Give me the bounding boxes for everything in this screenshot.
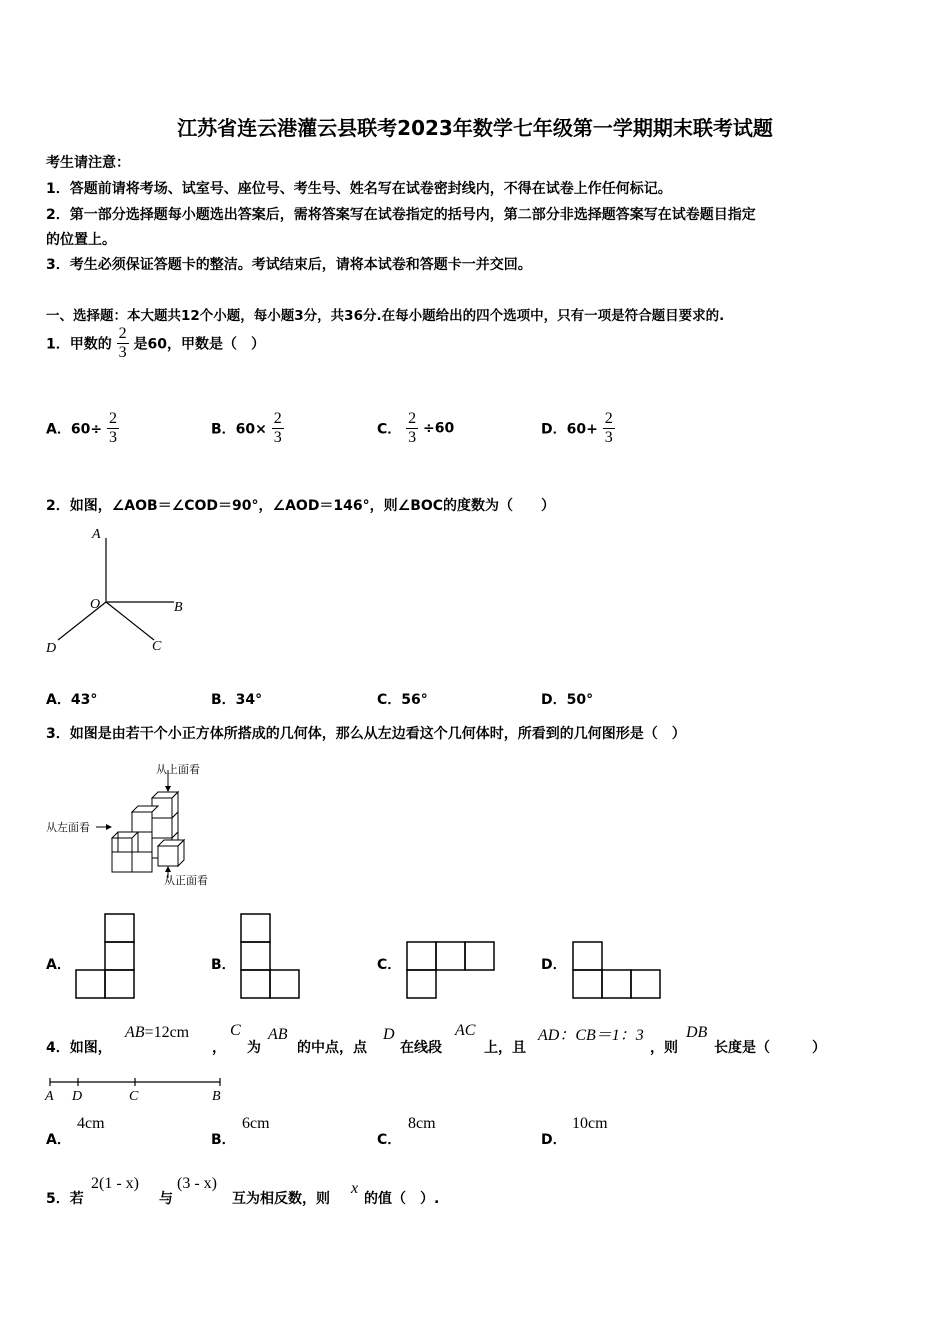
label-c: C xyxy=(152,639,162,654)
cube xyxy=(132,812,152,832)
q1-prefix: 1．甲数的 xyxy=(46,336,112,353)
q4-option-c-label: C． xyxy=(377,1132,402,1148)
q4-text-zai: 在线段 xyxy=(400,1040,442,1056)
q2-option-c: C．56° xyxy=(377,692,428,708)
q2-option-d: D．50° xyxy=(541,692,594,708)
section-heading: 一、选择题：本大题共12个小题，每小题3分，共36分.在每小题给出的四个选项中，只有一项是符合题目要求的. xyxy=(46,308,725,324)
q4-seg-ac: AC xyxy=(455,1022,476,1039)
q5-var-x: x xyxy=(351,1180,359,1197)
q3-option-b-shape xyxy=(240,912,302,1002)
q4-point-d: D xyxy=(383,1026,395,1043)
ray-oc xyxy=(106,602,154,640)
q1-option-a: A．60÷ $\frac{2}{3}$ xyxy=(46,410,117,446)
label-left-view: 从左面看 xyxy=(46,822,90,834)
q4-seg-db: DB xyxy=(686,1024,708,1041)
label-a: A xyxy=(45,1089,54,1104)
segment-figure xyxy=(44,1072,230,1104)
label-d: D xyxy=(72,1089,83,1104)
q5-prefix: 5．若 xyxy=(46,1191,84,1207)
q5-suffix: 的值（ ）. xyxy=(364,1191,440,1207)
q5-text-mid: 互为相反数，则 xyxy=(232,1191,330,1207)
q4-ab-length: AB=12cm xyxy=(125,1024,190,1041)
q4-text-ze: ，则 xyxy=(650,1040,678,1056)
q3-option-c-shape xyxy=(406,940,498,1002)
label-b: B xyxy=(212,1089,221,1104)
label-c: C xyxy=(129,1089,139,1104)
q3-option-d-shape xyxy=(572,940,664,1002)
q5-expr2: (3 - x) xyxy=(177,1175,217,1192)
q4-text-wei: 为 xyxy=(247,1040,261,1056)
label-front-view: 从正面看 xyxy=(164,875,208,887)
arrow-head xyxy=(165,866,171,872)
label-d: D xyxy=(46,641,57,656)
notice-item-2: 2．第一部分选择题每小题选出答案后，需将答案写在试卷指定的括号内，第二部分非选择题答案写在试卷题目指定 xyxy=(46,207,756,223)
arrow-head xyxy=(106,824,112,830)
label-o: O xyxy=(90,597,101,612)
q4-option-b-value: 6cm xyxy=(242,1115,270,1132)
q2-option-a: A．43° xyxy=(46,692,98,708)
q4-text-len: 长度是（ ） xyxy=(714,1040,826,1056)
notice-item-3: 3．考生必须保证答题卡的整洁。考试结束后，请将本试卷和答题卡一并交回。 xyxy=(46,257,532,273)
question-3: 3．如图是由若干个小正方体所搭成的几何体，那么从左边看这个几何体时，所看到的几何图形是（ ） xyxy=(46,726,686,742)
q2-option-b: B．34° xyxy=(211,692,263,708)
q4-point-c: C xyxy=(230,1022,241,1039)
q5-text-yu: 与 xyxy=(159,1191,173,1207)
angle-figure xyxy=(40,520,200,660)
notice-item-2-cont: 的位置上。 xyxy=(46,232,116,248)
q1-suffix: 是60，甲数是（ ） xyxy=(133,336,265,353)
q3-option-c-label: C． xyxy=(377,957,402,973)
q4-prefix: 4．如图， xyxy=(46,1040,112,1056)
q4-text-shang: 上，且 xyxy=(484,1040,526,1056)
page-title: 江苏省连云港灌云县联考2023年数学七年级第一学期期末联考试题 xyxy=(177,116,773,140)
label-top-view: 从上面看 xyxy=(156,764,200,776)
q3-option-a-label: A． xyxy=(46,957,71,973)
question-1 xyxy=(46,325,265,362)
q1-option-d: D．60+ $\frac{2}{3}$ xyxy=(541,410,613,446)
cube-figure xyxy=(44,760,224,890)
q1-option-c: C． $\frac{2}{3}$ ÷60 xyxy=(377,410,455,446)
notice-item-1: 1．答题前请将考场、试室号、座位号、考生号、姓名写在试卷密封线内，不得在试卷上作任何标记。 xyxy=(46,181,672,197)
q3-option-b-label: B． xyxy=(211,957,236,973)
q4-option-b-label: B． xyxy=(211,1132,236,1148)
cube xyxy=(112,852,132,872)
label-a: A xyxy=(92,527,101,542)
q3-option-d-label: D． xyxy=(541,957,567,973)
fraction: $\frac{2}{3}$ xyxy=(118,325,127,361)
q4-option-c-value: 8cm xyxy=(408,1115,436,1132)
cube xyxy=(132,852,152,872)
q4-ratio: AD：CB＝1：3 xyxy=(538,1027,644,1044)
q4-option-d-value: 10cm xyxy=(572,1115,608,1132)
notice-heading: 考生请注意： xyxy=(46,155,130,171)
cube xyxy=(152,818,172,838)
cube xyxy=(158,846,178,866)
q4-text-mid: 的中点，点 xyxy=(297,1040,367,1056)
q3-option-a-shape xyxy=(75,912,137,1002)
label-b: B xyxy=(174,600,183,615)
q4-option-a-label: A． xyxy=(46,1132,71,1148)
q4-seg-ab: AB xyxy=(268,1026,288,1043)
q4-option-d-label: D． xyxy=(541,1132,567,1148)
q5-expr1: 2(1 - x) xyxy=(91,1175,139,1192)
q1-option-b: B．60× $\frac{2}{3}$ xyxy=(211,410,282,446)
arrow-head xyxy=(165,786,171,792)
question-2: 2．如图，∠AOB＝∠COD＝90°，∠AOD＝146°，则∠BOC的度数为（ ） xyxy=(46,498,556,514)
q4-option-a-value: 4cm xyxy=(77,1115,105,1132)
